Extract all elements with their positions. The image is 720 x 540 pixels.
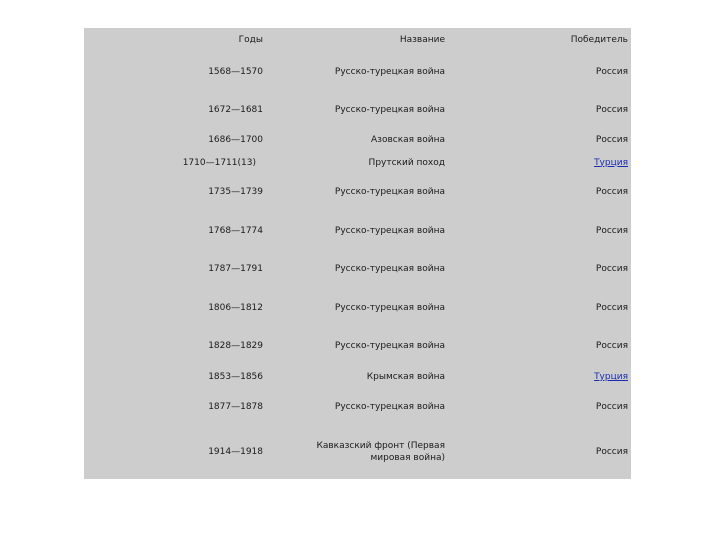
cell-years: 1877—1878 xyxy=(208,402,263,412)
table-row xyxy=(84,91,631,129)
cell-years: 1787—1791 xyxy=(208,264,263,274)
header-years: Годы xyxy=(238,35,263,45)
cell-name: Русско-турецкая война xyxy=(334,225,445,236)
header-winner: Победитель xyxy=(570,35,628,45)
cell-winner: Россия xyxy=(595,341,628,351)
table-row xyxy=(84,251,631,287)
cell-name: Прутский поход xyxy=(368,157,445,168)
cell-years: 1710—1711(13) xyxy=(182,157,256,168)
table-row xyxy=(84,364,631,390)
cell-years: 1672—1681 xyxy=(208,105,263,115)
cell-years: 1853—1856 xyxy=(208,372,263,382)
cell-name-text: Кавказский фронт (Первая мировая война) xyxy=(316,441,445,463)
table-row xyxy=(84,52,631,91)
cell-name xyxy=(265,424,446,480)
cell-years: 1686—1700 xyxy=(208,135,263,145)
cell-winner: Россия xyxy=(595,66,628,77)
cell-years: 1828—1829 xyxy=(208,341,263,351)
table-row xyxy=(84,210,631,251)
cell-winner: Россия xyxy=(595,135,628,145)
cell-years: 1806—1812 xyxy=(208,302,263,313)
cell-winner: Россия xyxy=(595,402,628,412)
cell-winner xyxy=(446,151,631,174)
winner-link[interactable]: Турция xyxy=(594,372,628,382)
cell-name: Русско-турецкая война xyxy=(334,187,445,197)
table-row xyxy=(84,328,631,364)
cell-years: 1914—1918 xyxy=(208,447,263,457)
cell-years: 1735—1739 xyxy=(208,187,263,197)
table-row xyxy=(84,424,631,480)
header-name: Название xyxy=(399,35,445,45)
cell-name: Русско-турецкая война xyxy=(334,105,445,115)
table-body xyxy=(84,52,631,480)
cell-name: Русско-турецкая война xyxy=(334,302,445,313)
table-row xyxy=(84,174,631,210)
cell-winner xyxy=(446,364,631,390)
table-row xyxy=(84,287,631,328)
wars-table-panel xyxy=(84,28,631,479)
cell-name: Азовская война xyxy=(371,135,445,145)
winner-link[interactable]: Турция xyxy=(594,157,628,168)
cell-winner: Россия xyxy=(595,302,628,313)
cell-name: Русско-турецкая война xyxy=(334,264,445,274)
cell-name: Русско-турецкая война xyxy=(334,66,445,77)
table-row xyxy=(84,151,631,174)
table-row xyxy=(84,390,631,424)
cell-name: Русско-турецкая война xyxy=(334,402,445,412)
cell-winner: Россия xyxy=(595,105,628,115)
table-row xyxy=(84,129,631,151)
cell-name: Русско-турецкая война xyxy=(334,341,445,351)
cell-winner: Россия xyxy=(595,447,628,457)
cell-years: 1768—1774 xyxy=(208,225,263,236)
table-header-row xyxy=(84,28,631,52)
cell-years: 1568—1570 xyxy=(208,66,263,77)
wars-table xyxy=(84,28,631,480)
cell-name: Крымская война xyxy=(366,372,445,382)
cell-winner: Россия xyxy=(595,264,628,274)
cell-winner: Россия xyxy=(595,187,628,197)
cell-winner: Россия xyxy=(595,225,628,236)
